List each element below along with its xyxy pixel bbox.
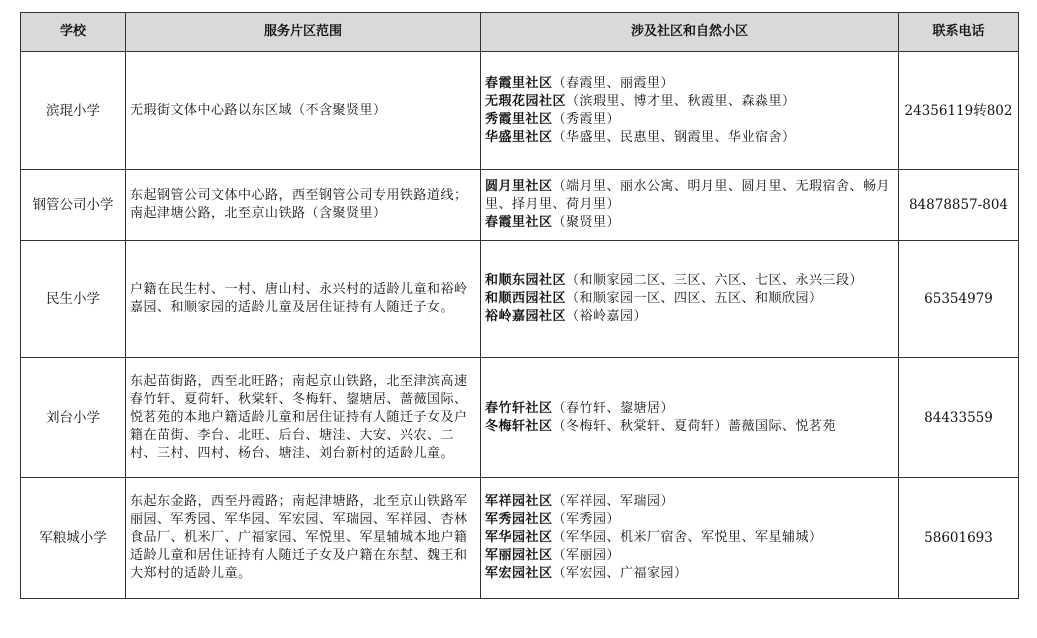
community-detail: （华盛里、民惠里、钢霞里、华业宿舍） (552, 129, 796, 145)
community-name: 春霞里社区 (485, 215, 553, 230)
table-row (21, 52, 1019, 170)
community-entry (485, 529, 894, 547)
service-range: 户籍在民生村、一村、唐山村、永兴村的适龄儿童和裕岭嘉园、和顺家园的适龄儿童及居住证持有人随迁子女。 (126, 241, 481, 358)
community-entry (485, 511, 894, 529)
community-name: 春竹轩社区 (485, 400, 553, 416)
school-name: 刘台小学 (21, 358, 126, 478)
community-detail: （春霞里、丽霞里） (552, 75, 675, 91)
community-detail: （端月里、丽水公寓、明月里、圆月里、无瑕宿舍、畅月里、择月里、荷月里） (485, 179, 891, 212)
community-name: 军祥园社区 (485, 494, 553, 509)
community-name: 军华园社区 (485, 530, 553, 545)
school-name: 钢管公司小学 (21, 170, 126, 241)
community-detail: （裕岭嘉园） (566, 309, 648, 324)
community-entry (485, 75, 894, 93)
community-name: 军宏园社区 (485, 566, 553, 581)
contact-phone: 24356119转802 (899, 52, 1019, 170)
community-entry (485, 400, 894, 418)
communities-cell (481, 170, 899, 241)
header-school: 学校 (21, 13, 126, 52)
community-detail: （聚贤里） (552, 215, 621, 230)
community-entry (485, 214, 894, 232)
service-range: 无瑕街文体中心路以东区域（不含聚贤里） (126, 52, 481, 170)
community-name: 华盛里社区 (485, 129, 553, 145)
community-detail: （秀霞里） (552, 111, 621, 127)
community-detail: （滨瑕里、博才里、秋霞里、森淼里） (566, 93, 796, 109)
header-phone: 联系电话 (899, 13, 1019, 52)
service-range: 东起钢管公司文体中心路，西至钢管公司专用铁路道线；南起津塘公路，北至京山铁路（含聚贤里） (126, 170, 481, 241)
contact-phone: 58601693 (899, 478, 1019, 599)
community-name: 无瑕花园社区 (485, 93, 567, 109)
community-entry (485, 178, 894, 214)
contact-phone: 84878857-804 (899, 170, 1019, 241)
school-name: 民生小学 (21, 241, 126, 358)
table-row (21, 478, 1019, 599)
community-name: 和顺东园社区 (485, 273, 567, 288)
community-detail: （和顺家园一区、四区、五区、和顺欣园） (566, 291, 823, 306)
communities-cell (481, 52, 899, 170)
header-service-range: 服务片区范围 (126, 13, 481, 52)
community-entry (485, 93, 894, 111)
community-entry (485, 111, 894, 129)
communities-cell (481, 478, 899, 599)
community-name: 秀霞里社区 (485, 111, 553, 127)
community-entry (485, 493, 894, 511)
community-entry (485, 129, 894, 147)
service-range: 东起东金路，西至丹霞路；南起津塘路，北至京山铁路军丽园、军秀园、军华园、军宏园、军瑞园、军祥园、杏林食品厂、机米厂、广福家园、军悦里、军星辅城本地户籍适龄儿童和居住证持有人随迁子女及户籍在东堼、魏王和大郑村的适龄儿童。 (126, 478, 481, 599)
community-entry (485, 272, 894, 290)
contact-phone: 65354979 (899, 241, 1019, 358)
community-detail: （冬梅轩、秋棠轩、夏荷轩）蔷薇国际、悦茗苑 (552, 418, 837, 434)
school-district-table-container (20, 12, 1019, 599)
community-name: 春霞里社区 (485, 75, 553, 91)
table-row (21, 170, 1019, 241)
school-district-table (20, 12, 1019, 599)
community-detail: （军华园、机米厂宿舍、军悦里、军星辅城） (552, 530, 823, 545)
community-entry (485, 290, 894, 308)
community-name: 和顺西园社区 (485, 291, 567, 306)
community-detail: （军宏园、广福家园） (552, 566, 688, 581)
community-name: 军丽园社区 (485, 548, 553, 563)
community-detail: （春竹轩、鋆塘居） (552, 400, 675, 416)
community-entry (485, 418, 894, 436)
community-detail: （军丽园） (552, 548, 621, 563)
school-name: 军粮城小学 (21, 478, 126, 599)
service-range: 东起苗街路，西至北旺路；南起京山铁路，北至津滨高速春竹轩、夏荷轩、秋棠轩、冬梅轩、鋆塘居、蔷薇国际、悦茗苑的本地户籍适龄儿童和居住证持有人随迁子女及户籍在苗街、李台、北旺、后台、塘洼、大安、兴农、二村、三村、四村、杨台、塘洼、刘台新村的适龄儿童。 (126, 358, 481, 478)
school-name: 滨琨小学 (21, 52, 126, 170)
community-entry (485, 547, 894, 565)
community-name: 冬梅轩社区 (485, 418, 553, 434)
community-name: 军秀园社区 (485, 512, 553, 527)
community-detail: （和顺家园二区、三区、六区、七区、永兴三段） (566, 273, 864, 288)
community-name: 裕岭嘉园社区 (485, 309, 567, 324)
contact-phone: 84433559 (899, 358, 1019, 478)
community-name: 圆月里社区 (485, 179, 553, 194)
communities-cell (481, 241, 899, 358)
header-communities: 涉及社区和自然小区 (481, 13, 899, 52)
table-header-row (21, 13, 1019, 52)
table-row (21, 241, 1019, 358)
communities-cell (481, 358, 899, 478)
table-row (21, 358, 1019, 478)
community-entry (485, 565, 894, 583)
community-detail: （军秀园） (552, 512, 621, 527)
community-detail: （军祥园、军瑞园） (552, 494, 675, 509)
community-entry (485, 308, 894, 326)
